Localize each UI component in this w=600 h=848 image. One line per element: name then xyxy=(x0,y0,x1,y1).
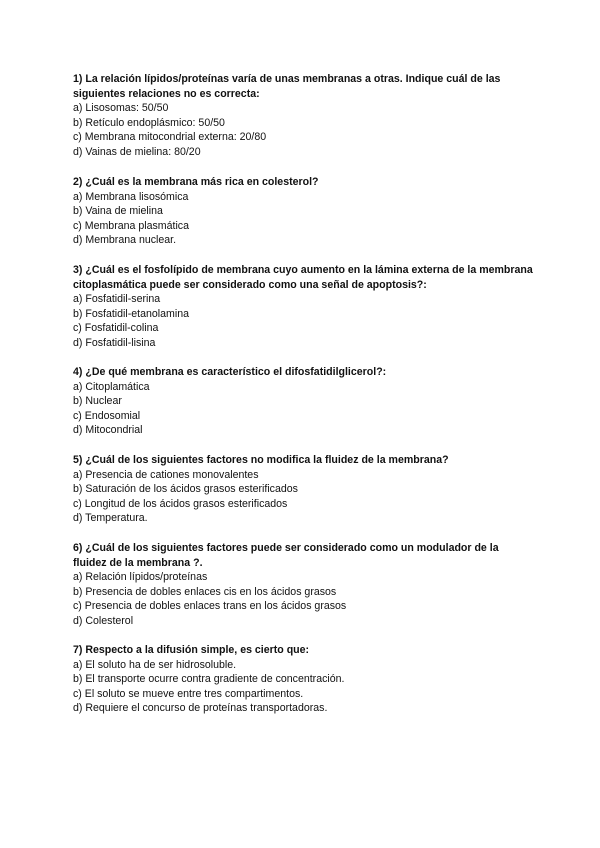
option-a: a) Presencia de cationes monovalentes xyxy=(73,468,259,481)
option-a: a) Fosfatidil-serina xyxy=(73,293,161,306)
question-title: 5) ¿Cuál de los siguientes factores no modifica la fluidez de la membrana? xyxy=(73,454,449,466)
option-c: c) El soluto se mueve entre tres compartimentos. xyxy=(73,687,304,700)
question-4 xyxy=(73,365,533,438)
option-list xyxy=(73,292,533,350)
option-b: b) Vaina de mielina xyxy=(73,205,163,218)
question-title: 1) La relación lípidos/proteínas varía de unas membranas a otras. Indique cuál de las siguientes relaciones no es correcta: xyxy=(73,73,501,100)
option-d: d) Fosfatidil-lisina xyxy=(73,336,156,349)
question-title: 4) ¿De qué membrana es característico el difosfatidilglicerol?: xyxy=(73,366,387,378)
option-a: a) Lisosomas: 50/50 xyxy=(73,102,169,115)
question-3 xyxy=(73,263,533,351)
question-6 xyxy=(73,541,533,629)
option-b: b) El transporte ocurre contra gradiente de concentración. xyxy=(73,673,345,686)
question-title: 2) ¿Cuál es la membrana más rica en colesterol? xyxy=(73,176,319,188)
question-5 xyxy=(73,453,533,526)
option-b: b) Nuclear xyxy=(73,395,122,408)
option-c: c) Longitud de los ácidos grasos esterificados xyxy=(73,497,288,510)
option-d: d) Temperatura. xyxy=(73,512,148,525)
question-title: 3) ¿Cuál es el fosfolípido de membrana cuyo aumento en la lámina externa de la membrana citoplasmática puede ser considerado como una señal de apoptosis?: xyxy=(73,264,533,291)
option-list xyxy=(73,190,533,248)
option-b: b) Saturación de los ácidos grasos esterificados xyxy=(73,483,298,496)
question-title: 6) ¿Cuál de los siguientes factores puede ser considerado como un modulador de la fluidez de la membrana ?. xyxy=(73,542,499,569)
option-a: a) Relación lípidos/proteínas xyxy=(73,571,208,584)
option-b: b) Fosfatidil-etanolamina xyxy=(73,307,189,320)
option-c: c) Membrana plasmática xyxy=(73,219,189,232)
option-d: d) Colesterol xyxy=(73,614,134,627)
option-d: d) Mitocondrial xyxy=(73,424,143,437)
option-d: d) Vainas de mielina: 80/20 xyxy=(73,145,201,158)
option-a: a) El soluto ha de ser hidrosoluble. xyxy=(73,658,237,671)
option-list xyxy=(73,101,533,159)
question-7 xyxy=(73,643,533,716)
option-a: a) Membrana lisosómica xyxy=(73,190,189,203)
option-c: c) Endosomial xyxy=(73,409,141,422)
option-b: b) Presencia de dobles enlaces cis en los ácidos grasos xyxy=(73,585,337,598)
option-list xyxy=(73,570,533,628)
option-c: c) Membrana mitocondrial externa: 20/80 xyxy=(73,131,267,144)
option-a: a) Citoplamática xyxy=(73,380,150,393)
question-1 xyxy=(73,72,533,160)
option-d: d) Requiere el concurso de proteínas transportadoras. xyxy=(73,702,328,715)
option-list xyxy=(73,658,533,716)
option-c: c) Presencia de dobles enlaces trans en los ácidos grasos xyxy=(73,600,347,613)
option-b: b) Retículo endoplásmico: 50/50 xyxy=(73,116,225,129)
question-title: 7) Respecto a la difusión simple, es cierto que: xyxy=(73,644,310,656)
option-list xyxy=(73,468,533,526)
option-d: d) Membrana nuclear. xyxy=(73,234,177,247)
question-2 xyxy=(73,175,533,248)
option-c: c) Fosfatidil-colina xyxy=(73,322,159,335)
option-list xyxy=(73,380,533,438)
